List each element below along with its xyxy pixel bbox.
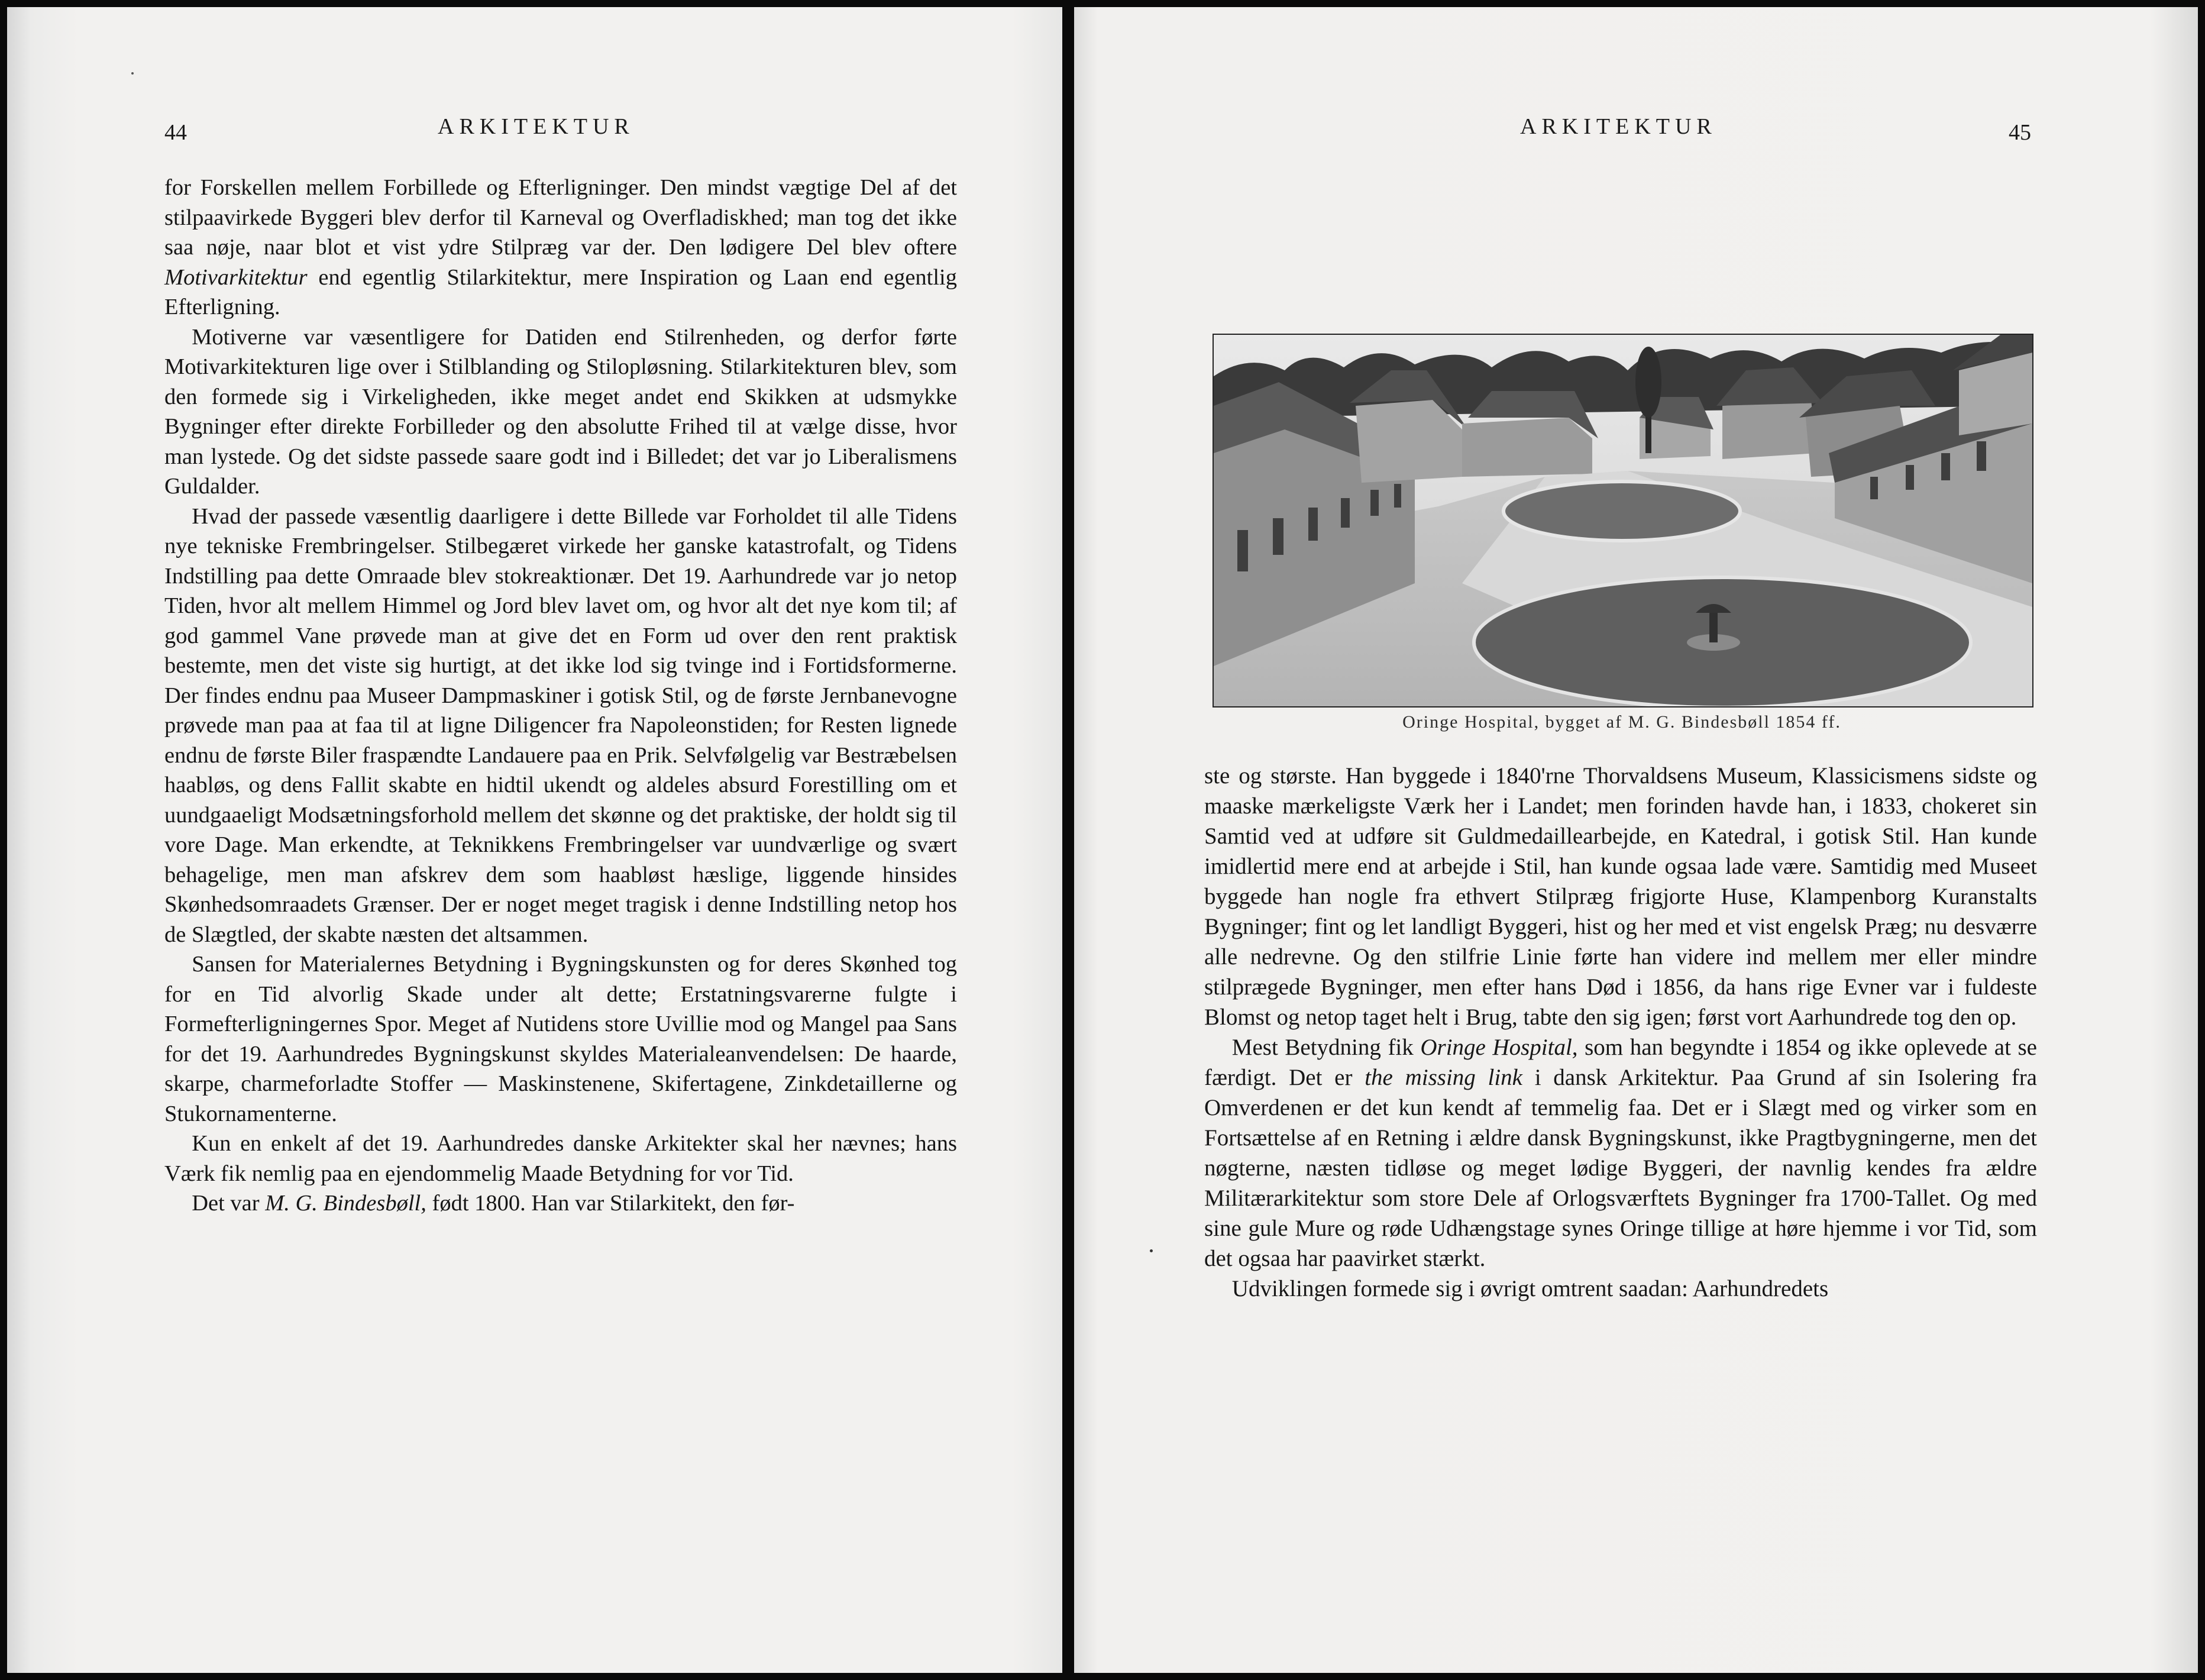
- paragraph: [164, 1129, 957, 1188]
- text-run: for Forskellen mellem Forbillede og Efterligninger. Den mindst vægtige Del af det stilpaavirkede Byggeri blev derfor til Karneval og Overfladiskhed; man tog det ikke saa nøje, naar blot et vist ydre Stilpræg var der. Den lødigere Del blev oftere: [164, 175, 957, 260]
- paragraph: [164, 173, 957, 322]
- text-run: ste og største. Han byggede i 1840'rne Thorvaldsens Museum, Klassicismens sidste og maaske mærkeligste Værk her i Landet; men forinden havde han, i 1833, chokeret sin Samtid ved at udføre sit Guldmedaillearbejde, en Katedral, i gotisk Stil. Han kunde imidlertid mere end at arbejde i Stil, han kunde ogsaa lade være. Samtidig med Museet byggede han nogle fra ethvert Stilpræg frigjorte Huse, Klampenborg Kuranstalts Bygninger; fint og let landligt Byggeri, hist og her med et vist engelsk Præg; nu desværre alle nedrevne. Og den stilfrie Linie førte han videre ind mellem mer eller mindre stilprægede Bygninger, men efter hans Død i 1856, da hans rige Evner var i fuldeste Blomst og netop taget helt i Brug, tabte den sig igen; først vort Aarhundrede tog den op.: [1204, 763, 2037, 1030]
- text-run: født 1800. Han var Stilarkitekt, den før-: [426, 1191, 795, 1216]
- page-number: 44: [164, 120, 187, 145]
- left-page: [7, 7, 1062, 1673]
- oringe-hospital-photo: [1213, 334, 2033, 707]
- italic-text: M. G. Bindesbøll,: [265, 1191, 426, 1216]
- text-run: Mest Betydning fik: [1231, 1035, 1421, 1060]
- page-number: 45: [2009, 120, 2031, 145]
- figure-caption: Oringe Hospital, bygget af M. G. Bindesbøll 1854 ff.: [1402, 712, 1841, 732]
- running-head: ARKITEKTUR: [438, 114, 635, 139]
- text-run: end egentlig Stilarkitektur, mere Inspiration og Laan end egentlig Efterligning.: [164, 264, 957, 319]
- text-run: i dansk Arkitektur. Paa Grund af sin Isolering fra Omverdenen er det kun kendt af temmelig faa. Det er i Slægt med og virker som en Fortsættelse af en Retning i ældre dansk Bygningskunst, ikke Pragtbygningerne, men det nøgterne, næsten tidløse og meget lødige Byggeri, der navnlig kendes fra ældre Militærarkitektur som store Dele af Orlogsværftets Bygninger fra 1700-Tallet. Og med sine gule Mure og røde Udhængstage synes Oringe tillige at høre hjemme i vor Tid, som det ogsaa har paavirket stærkt.: [1204, 1065, 2037, 1271]
- paragraph: [1204, 1032, 2037, 1274]
- text-run: Udviklingen formede sig i øvrigt omtrent saadan: Aarhundredets: [1231, 1276, 1829, 1301]
- speck-mark: [131, 72, 134, 75]
- paragraph: [164, 502, 957, 950]
- italic-text: the missing link: [1365, 1065, 1522, 1090]
- text-run: Det var: [192, 1191, 266, 1216]
- italic-text: Motivarkitektur: [164, 264, 308, 290]
- text-run: som han begyndte i 1854 og ikke oplevede at se færdigt. Det er: [1204, 1035, 2037, 1090]
- running-head: ARKITEKTUR: [1520, 114, 1717, 139]
- paragraph: [1204, 761, 2037, 1032]
- paragraph: [164, 322, 957, 502]
- body-text: [1204, 761, 2037, 1304]
- paragraph: [164, 1188, 957, 1219]
- text-run: Kun en enkelt af det 19. Aarhundredes danske Arkitekter skal her nævnes; hans Værk fik nemlig paa en ejendommelig Maade Betydning for vor Tid.: [164, 1131, 957, 1186]
- text-run: Sansen for Materialernes Betydning i Bygningskunsten og for deres Skønhed tog for en Tid alvorlig Skade under alt dette; Erstatningsvarerne fulgte i Formefterligningernes Spor. Meget af Nutidens store Uvillie mod og Mangel paa Sans for det 19. Aarhundredes Bygningskunst skyldes Materialeanvendelsen: De haarde, skarpe, charmeforladte Stoffer — Maskinstenene, Skifertagene, Zinkdetaillerne og Stukornamenterne.: [164, 952, 957, 1126]
- right-page: [1074, 7, 2198, 1673]
- text-run: Motiverne var væsentligere for Datiden end Stilrenheden, og derfor førte Motivarkitekturen lige over i Stilblanding og Stilopløsning. Stilarkitekturen blev, som den formede sig i Virkeligheden, ikke meget andet end Skikken at udsmykke Bygninger efter direkte Forbilleder og den absolutte Frihed til at vælge disse, hvor man lystede. Og det sidste passede saare godt ind i Billedet; det var jo Liberalismens Guldalder.: [164, 324, 957, 499]
- speck-mark: [1150, 1249, 1153, 1252]
- italic-text: Oringe Hospital,: [1420, 1035, 1578, 1060]
- paragraph: [1204, 1274, 2037, 1304]
- paragraph: [164, 949, 957, 1129]
- body-text: [164, 173, 957, 1219]
- text-run: Hvad der passede væsentlig daarligere i dette Billede var Forholdet til alle Tidens nye tekniske Frembringelser. Stilbegæret virkede her ganske katastrofalt, og Tidens Indstilling paa dette Omraade blev stokreaktionær. Det 19. Aarhundrede var jo netop Tiden, hvor alt mellem Himmel og Jord blev lavet om, og hvor alt det nye kom til; af god gammel Vane prøvede man at give det en Form ud over den rent praktisk bestemte, men det viste sig hurtigt, at det ikke lod sig tvinge ind i Fortidsformerne. Der findes endnu paa Museer Dampmaskiner i gotisk Stil, og de første Jernbanevogne prøvede man paa at faa til at ligne Diligencer fra Napoleonstiden; for Resten lignede endnu de første Biler fraspændte Landauere paa en Prik. Selvfølgelig var Bestræbelsen haabløs, og dens Fallit skabte en hidtil ukendt og aldeles absurd Forestilling om et uundgaaeligt Modsætningsforhold mellem det skønne og det praktiske, der holdt sig til vore Dage. Man erkendte, at Teknikkens Frembringelser var uundværlige og svært behagelige, men man afskrev dem som haabløst hæslige, liggende hinsides Skønhedsomraadets Grænser. Der er noget meget tragisk i denne Indstilling netop hos de Slægtled, der skabte næsten det altsammen.: [164, 503, 957, 947]
